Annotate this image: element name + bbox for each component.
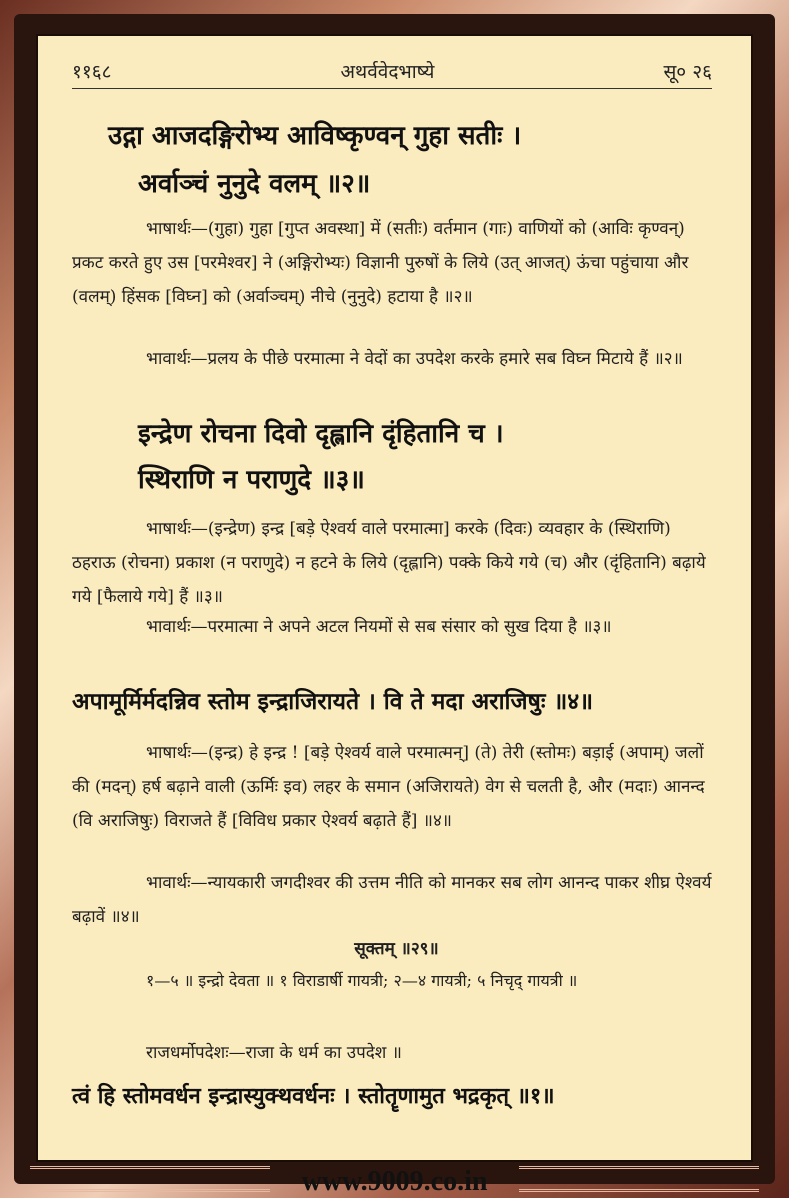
book-title: अथर्ववेदभाष्ये — [340, 61, 435, 83]
mantra-2-line2: अर्वाञ्चं नुनुदे वलम् ॥२॥ — [138, 169, 371, 199]
page-header — [72, 58, 712, 84]
padartha-4: भाषार्थः—(इन्द्र) हे इन्द्र ! [बड़े ऐश्वर्य वाले परमात्मन्] (ते) तेरी (स्तोमः) बड़ाई (अपाम्) जलों की (मदन्) हर्ष बढ़ाने वाली (ऊर्मिः इव) लहर के समान (अजिरायते) वेग से चलती है, और (मदाः) आनन्द (वि अराजिषुः) विराजते हैं [विविध प्रकार ऐश्वर्य बढ़ाते हैं] ॥४॥ — [72, 743, 705, 831]
bhavartha-3: भावार्थः—परमात्मा ने अपने अटल नियमों से सब संसार को सुख दिया है ॥३॥ — [146, 617, 612, 637]
website-watermark: www.9009.co.in — [301, 1166, 488, 1197]
mantra-4: अपामूर्मिर्मदन्निव स्तोम इन्द्राजिरायते । वि ते मदा अराजिषुः ॥४॥ — [72, 688, 594, 715]
book-page — [36, 34, 753, 1162]
padartha-2: भाषार्थः—(गुहा) गुहा [गुप्त अवस्था] में (सतीः) वर्तमान (गाः) वाणियों को (आविः कृण्वन्) प्रकट करते हुए उस [परमेश्वर] ने (अङ्गिरोभ्यः) विज्ञानी पुरुषों के लिये (उत् आजत्) ऊंचा पहुंचाया और (वलम्) हिंसक [विघ्न] को (अर्वाञ्चम्) नीचे (नुनुदे) हटाया है ॥२॥ — [72, 219, 689, 307]
page-number: ११६८ — [72, 61, 112, 83]
mantra-3-line1: इन्द्रेण रोचना दिवो दृह्लानि दृंहितानि च । — [138, 419, 504, 449]
bhavartha-2: भावार्थः—प्रलय के पीछे परमात्मा ने वेदों का उपदेश करके हमारे सब विघ्न मिटाये हैं ॥२॥ — [146, 349, 683, 369]
padartha-3: भाषार्थः—(इन्द्रेण) इन्द्र [बड़े ऐश्वर्य वाले परमात्मा] करके (दिवः) व्यवहार के (स्थिराणि) ठहराऊ (रोचना) प्रकाश (न पराणुदे) न हटने के लिये (दृह्लानि) पक्के किये गये (च) और (दृंहितानि) बढ़ाये गये [फैलाये गये] हैं ॥३॥ — [72, 519, 706, 607]
devata-line: १—५ ॥ इन्द्रो देवता ॥ १ विराडार्षी गायत्री; २—४ गायत्री; ५ निचृद् गायत्री ॥ — [146, 971, 578, 990]
upadesh-line: राजधर्मोपदेशः—राजा के धर्म का उपदेश ॥ — [146, 1043, 402, 1063]
bhavartha-4: भावार्थः—न्यायकारी जगदीश्वर की उत्तम नीति को मानकर सब लोग आनन्द पाकर शीघ्र ऐश्वर्य बढ़ावें ॥४॥ — [72, 873, 712, 927]
sukta-title: सूक्तम् ॥२९॥ — [354, 939, 439, 959]
mantra-2-line1: उद्गा आजदङ्गिरोभ्य आविष्कृण्वन् गुहा सतीः । — [108, 121, 522, 151]
header-rule — [72, 88, 712, 89]
mantra-3-line2: स्थिराणि न पराणुदे ॥३॥ — [138, 465, 365, 495]
section-number: सू० २६ — [663, 61, 712, 83]
sukta-29-mantra-1: त्वं हि स्तोमवर्धन इन्द्रास्युक्थवर्धनः । स्तोतॄणामुत भद्रकृत् ॥१॥ — [72, 1083, 555, 1109]
